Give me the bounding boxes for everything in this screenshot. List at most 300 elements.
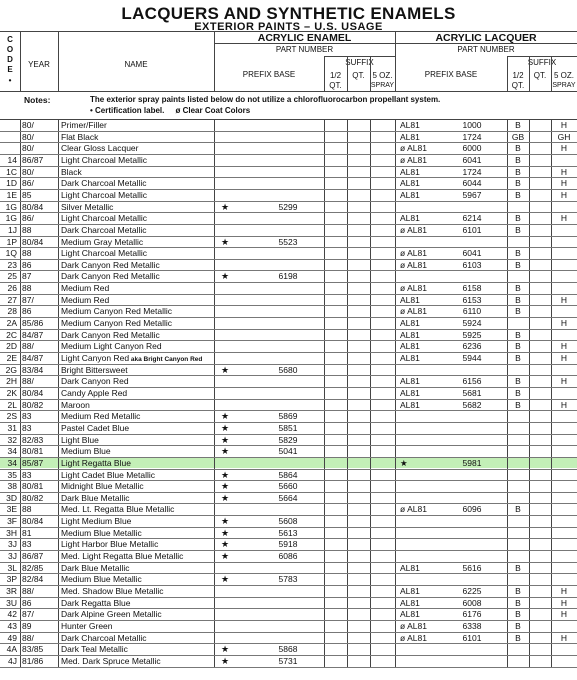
enamel-base-cell: 5851	[278, 422, 298, 433]
lacquer-base-cell: 6096	[462, 504, 482, 515]
enamel-certification-star: ★	[220, 574, 230, 585]
lacquer-half-qt-cell: B	[515, 259, 521, 270]
enamel-base-cell: 5523	[278, 236, 298, 247]
lacquer-prefix-cell: AL81	[400, 399, 420, 410]
name-cell: Dark Charcoal Metallic	[61, 178, 147, 189]
row-rule	[0, 329, 577, 330]
lacquer-prefix-cell: AL81	[400, 131, 420, 142]
code-cell: 3D	[6, 492, 17, 503]
name-cell: Maroon	[61, 399, 90, 410]
column-rule	[529, 56, 530, 91]
row-rule	[0, 643, 577, 644]
row-rule	[0, 236, 577, 237]
row-rule	[0, 527, 577, 528]
name-cell: Silver Metallic	[61, 201, 114, 212]
lacquer-half-qt-header: 1/2	[512, 71, 524, 80]
name-cell: Light Charcoal Metallic	[61, 189, 147, 200]
lacquer-half-qt-cell: B	[515, 399, 521, 410]
name-cell: Light Charcoal Metallic	[61, 154, 147, 165]
enamel-base-cell: 5783	[278, 574, 298, 585]
lacquer-base-cell: 5924	[462, 318, 482, 329]
year-cell: 82/83	[22, 434, 44, 445]
name-column-header: NAME	[124, 60, 148, 69]
lacquer-prefix-cell: ø AL81	[400, 620, 427, 631]
row-rule	[0, 457, 577, 458]
year-cell: 88/	[22, 632, 34, 643]
row-rule	[0, 177, 577, 178]
enamel-half-qt-header: 1/2	[329, 71, 342, 80]
lacquer-suffix-header: SUFFIX	[527, 58, 557, 67]
lacquer-half-qt-cell: B	[515, 213, 521, 224]
row-rule	[0, 445, 577, 446]
row-rule	[0, 515, 577, 516]
year-cell: 86/87	[22, 154, 44, 165]
lacquer-prefix-cell: ø AL81	[400, 504, 427, 515]
code-cell: 1J	[8, 224, 17, 235]
enamel-base-cell: 6086	[278, 551, 298, 562]
lacquer-base-cell: 6158	[462, 283, 482, 294]
lacquer-half-qt-cell: B	[515, 248, 521, 259]
year-cell: 83	[22, 539, 32, 550]
lacquer-base-cell: 6101	[462, 224, 482, 235]
lacquer-part-number-header: PART NUMBER	[457, 45, 515, 54]
enamel-base-cell: 5731	[278, 655, 298, 666]
lacquer-half-qt-cell: B	[515, 154, 521, 165]
year-cell: 85	[22, 189, 32, 200]
lacquer-spray-cell: H	[560, 143, 568, 154]
row-rule	[0, 142, 577, 143]
lacquer-prefix-cell: ø AL81	[400, 283, 427, 294]
year-cell: 88/	[22, 376, 34, 387]
row-rule	[0, 620, 577, 621]
lacquer-prefix-cell: AL81	[400, 166, 420, 177]
lacquer-base-cell: 6101	[462, 632, 482, 643]
lacquer-half-qt-cell: B	[515, 166, 521, 177]
row-rule	[0, 655, 577, 656]
lacquer-spray-cell: H	[560, 318, 568, 329]
row-rule	[0, 597, 577, 598]
enamel-spray-header: SPRAY	[370, 82, 395, 89]
row-rule	[0, 212, 577, 213]
lacquer-half-qt-cell: B	[515, 562, 521, 573]
column-rule	[395, 31, 396, 91]
lacquer-prefix-cell: ø AL81	[400, 224, 427, 235]
year-cell: 82/84	[22, 574, 44, 585]
column-rule	[507, 56, 508, 91]
year-cell: 89	[22, 620, 32, 631]
code-cell: 1D	[6, 178, 17, 189]
column-rule	[347, 56, 348, 91]
name-cell: Medium Blue Metallic	[61, 527, 142, 538]
code-cell: 3F	[7, 516, 17, 527]
code-cell: 28	[7, 306, 17, 317]
name-cell: Black	[61, 166, 82, 177]
lacquer-half-qt-cell: B	[515, 376, 521, 387]
year-cell: 83/84	[22, 364, 44, 375]
lacquer-base-cell: 5944	[462, 353, 482, 363]
name-cell: Primer/Filler	[61, 120, 107, 130]
lacquer-prefix-cell: AL81	[400, 189, 420, 200]
code-cell: 2D	[6, 341, 17, 352]
name-cell: Medium Blue Metallic	[61, 574, 142, 585]
code-header-letter: O	[6, 45, 14, 54]
code-cell: 31	[7, 422, 17, 433]
year-cell: 81	[22, 527, 32, 538]
code-cell: 38	[7, 481, 17, 492]
code-cell: 4J	[8, 655, 17, 666]
name-cell: Medium Red	[61, 294, 110, 305]
row-rule	[0, 305, 577, 306]
year-cell: 84/87	[22, 329, 44, 340]
name-cell: Light Regatta Blue	[61, 457, 131, 468]
lacquer-half-qt-cell: B	[515, 586, 521, 596]
year-cell: 87/	[22, 294, 34, 305]
code-cell: 3J	[8, 539, 17, 550]
code-cell: 14	[7, 154, 17, 165]
column-rule	[370, 56, 371, 91]
lacquer-prefix-cell: ø AL81	[400, 154, 427, 165]
name-cell: Dark Canyon Red	[61, 376, 129, 387]
code-cell: 1G	[5, 213, 17, 224]
row-rule	[0, 247, 577, 248]
row-rule	[0, 573, 577, 574]
code-cell: 3U	[6, 597, 17, 608]
lacquer-prefix-cell: AL81	[400, 341, 420, 352]
name-cell: Clear Gloss Lacquer	[61, 143, 139, 154]
row-rule	[0, 270, 577, 271]
lacquer-half-qt-cell: B	[515, 597, 521, 608]
code-cell: 3L	[7, 562, 17, 573]
lacquer-base-cell: 1724	[462, 166, 482, 177]
code-cell: 1E	[6, 189, 17, 200]
row-rule	[0, 480, 577, 481]
row-rule	[0, 201, 577, 202]
column-rule	[58, 31, 59, 91]
enamel-base-cell: 5864	[278, 469, 298, 480]
row-rule	[0, 224, 577, 225]
year-cell: 80/84	[22, 201, 44, 212]
lacquer-spray-header: 5 OZ.	[553, 71, 574, 80]
year-cell: 80/84	[22, 516, 44, 527]
row-rule	[0, 375, 577, 376]
code-header-letter: C	[7, 35, 13, 44]
row-rule	[0, 259, 577, 260]
name-cell: Bright Bittersweet	[61, 364, 128, 375]
name-cell: Dark Regatta Blue	[61, 597, 131, 608]
year-cell: 86/	[22, 213, 34, 224]
document-title: LACQUERS AND SYNTHETIC ENAMELS	[121, 4, 456, 23]
year-cell: 80/84	[22, 387, 44, 398]
year-cell: 80/82	[22, 492, 44, 503]
lacquer-spray-cell: H	[560, 632, 568, 643]
lacquer-prefix-cell: ø AL81	[400, 259, 427, 270]
code-cell: 2L	[7, 399, 17, 410]
year-cell: 83	[22, 411, 32, 422]
lacquer-prefix-cell: AL81	[400, 294, 420, 305]
lacquer-base-cell: 6044	[462, 178, 482, 189]
acrylic-enamel-header: ACRYLIC ENAMEL	[257, 32, 352, 44]
row-rule	[0, 434, 577, 435]
lacquer-spray-cell: H	[560, 341, 568, 352]
enamel-base-cell: 5041	[278, 446, 298, 457]
year-cell: 86	[22, 597, 32, 608]
column-rule	[214, 31, 215, 91]
name-cell: Midnight Blue Metallic	[61, 481, 144, 492]
code-cell: 27	[7, 294, 17, 305]
code-cell: 2S	[6, 411, 17, 422]
row-rule	[0, 166, 577, 167]
lacquer-prefix-base-header: PREFIX BASE	[424, 70, 478, 79]
paint-table	[0, 31, 577, 680]
name-cell: Dark Blue Metallic	[61, 492, 130, 503]
notes-legend: • Certification label. ø Clear Coat Colors	[90, 106, 251, 115]
lacquer-half-qt-cell: B	[515, 341, 521, 352]
lacquer-half-qt-cell: GB	[511, 131, 525, 142]
lacquer-prefix-cell: AL81	[400, 376, 420, 387]
lacquer-base-cell: 6236	[462, 341, 482, 352]
enamel-certification-star: ★	[220, 644, 230, 655]
code-header-letter: D	[7, 55, 13, 64]
enamel-certification-star: ★	[220, 469, 230, 480]
lacquer-prefix-cell: ★	[400, 457, 408, 468]
year-cell: 86	[22, 306, 32, 317]
year-cell: 80/	[22, 166, 34, 177]
lacquer-half-qt-cell: B	[515, 294, 521, 305]
lacquer-half-qt-cell: B	[515, 329, 521, 340]
row-rule	[0, 667, 577, 668]
lacquer-spray-cell: H	[560, 353, 568, 363]
lacquer-prefix-cell: AL81	[400, 597, 420, 608]
year-cell: 88	[22, 283, 32, 294]
code-cell: 35	[7, 469, 17, 480]
year-cell: 80/	[22, 120, 34, 130]
name-cell: Medium Red Metallic	[61, 411, 141, 422]
lacquer-base-cell: 6214	[462, 213, 482, 224]
lacquer-half-qt-cell: B	[515, 504, 521, 515]
enamel-certification-star: ★	[220, 411, 230, 422]
row-rule	[0, 562, 577, 563]
lacquer-half-qt-cell: B	[515, 353, 521, 363]
lacquer-prefix-cell: ø AL81	[400, 632, 427, 643]
column-rule	[551, 56, 552, 91]
code-cell: 3J	[8, 551, 17, 562]
lacquer-half-qt-cell: B	[515, 306, 521, 317]
lacquer-half-qt-cell: B	[515, 387, 521, 398]
row-rule	[0, 585, 577, 586]
lacquer-spray-cell: GH	[557, 131, 571, 142]
enamel-certification-star: ★	[220, 539, 230, 550]
enamel-certification-star: ★	[220, 446, 230, 457]
lacquer-base-cell: 6176	[462, 609, 482, 620]
code-cell: 3P	[6, 574, 17, 585]
lacquer-prefix-cell: AL81	[400, 178, 420, 189]
name-cell: Med. Lt. Regatta Blue Metallic	[61, 504, 175, 515]
code-cell: 1Q	[5, 248, 17, 259]
enamel-spray-header: 5 OZ.	[372, 71, 393, 80]
name-cell: Medium Red	[61, 283, 110, 294]
code-cell: 2G	[5, 364, 17, 375]
lacquer-prefix-cell: AL81	[400, 120, 420, 130]
enamel-base-cell: 5613	[278, 527, 298, 538]
enamel-base-cell: 6198	[278, 271, 298, 282]
name-cell: Medium Canyon Red Metallic	[61, 318, 173, 329]
year-cell: 83/85	[22, 644, 44, 655]
lacquer-spray-cell: H	[560, 166, 568, 177]
name-cell: Flat Black	[61, 131, 99, 142]
enamel-base-cell: 5868	[278, 644, 298, 655]
name-cell: Light Blue	[61, 434, 99, 445]
enamel-certification-star: ★	[220, 201, 230, 212]
lacquer-half-qt-cell: B	[515, 143, 521, 154]
code-cell: 34	[7, 446, 17, 457]
name-cell: Light Harbor Blue Metallic	[61, 539, 159, 550]
row-rule	[0, 492, 577, 493]
notes-text: The exterior spray paints listed below do not utilize a chlorofluorocarbon propellant system.	[90, 95, 441, 104]
year-cell: 80/	[22, 131, 34, 142]
enamel-certification-star: ★	[220, 434, 230, 445]
year-cell: 85/87	[22, 457, 44, 468]
name-cell: Dark Charcoal Metallic	[61, 632, 147, 643]
lacquer-prefix-cell: AL81	[400, 213, 420, 224]
lacquer-base-cell: 6041	[462, 154, 482, 165]
code-cell: 4A	[6, 644, 17, 655]
year-cell: 80/81	[22, 446, 44, 457]
enamel-base-cell: 5664	[278, 492, 298, 503]
enamel-certification-star: ★	[220, 271, 230, 282]
enamel-half-qt-header: QT.	[329, 81, 342, 90]
code-cell: 3R	[6, 586, 17, 596]
row-rule	[0, 608, 577, 609]
code-cell: 2E	[6, 353, 17, 363]
enamel-certification-star: ★	[220, 236, 230, 247]
code-cell: 49	[7, 632, 17, 643]
enamel-certification-star: ★	[220, 422, 230, 433]
lacquer-base-cell: 6103	[462, 259, 482, 270]
code-cell: 34	[7, 457, 17, 468]
lacquer-base-cell: 6225	[462, 586, 482, 596]
code-cell: 2A	[6, 318, 17, 329]
lacquer-prefix-cell: AL81	[400, 562, 420, 573]
enamel-certification-star: ★	[220, 364, 230, 375]
code-cell: 32	[7, 434, 17, 445]
lacquer-spray-cell: H	[560, 178, 568, 189]
row-rule	[0, 154, 577, 155]
lacquer-half-qt-cell: B	[515, 178, 521, 189]
name-cell: Dark Blue Metallic	[61, 562, 130, 573]
year-cell: 88/	[22, 341, 34, 352]
enamel-certification-star: ★	[220, 516, 230, 527]
name-cell: Medium Gray Metallic	[61, 236, 144, 247]
lacquer-prefix-cell: ø AL81	[400, 143, 427, 154]
row-rule	[0, 189, 577, 190]
name-cell: Dark Canyon Red Metallic	[61, 259, 160, 270]
year-column-header: YEAR	[28, 60, 50, 69]
name-cell: Medium Blue	[61, 446, 111, 457]
lacquer-base-cell: 5682	[462, 399, 482, 410]
enamel-qt-header: QT.	[352, 71, 365, 80]
enamel-certification-star: ★	[220, 492, 230, 503]
code-header-letter: E	[7, 65, 13, 74]
enamel-base-cell: 5299	[278, 201, 298, 212]
code-cell: 23	[7, 259, 17, 270]
code-cell: 43	[7, 620, 17, 631]
year-cell: 80/84	[22, 236, 44, 247]
enamel-certification-star: ★	[220, 527, 230, 538]
lacquer-prefix-cell: AL81	[400, 329, 420, 340]
enamel-base-cell: 5660	[278, 481, 298, 492]
enamel-base-cell: 5869	[278, 411, 298, 422]
lacquer-base-cell: 5967	[462, 189, 482, 200]
code-cell: 26	[7, 283, 17, 294]
row-rule	[0, 131, 577, 132]
year-cell: 80/82	[22, 399, 44, 410]
enamel-certification-star: ★	[220, 481, 230, 492]
lacquer-spray-cell: H	[560, 609, 568, 620]
year-cell: 80/81	[22, 481, 44, 492]
lacquer-half-qt-cell: B	[515, 283, 521, 294]
year-cell: 88	[22, 504, 32, 515]
header-bottom-rule	[0, 91, 577, 92]
code-cell: 3E	[6, 504, 17, 515]
name-cell: Pastel Cadet Blue	[61, 422, 130, 433]
document-subtitle: EXTERIOR PAINTS – U.S. USAGE	[194, 21, 383, 33]
enamel-base-cell: 5918	[278, 539, 298, 550]
lacquer-prefix-cell: AL81	[400, 609, 420, 620]
name-cell: Dark Alpine Green Metallic	[61, 609, 162, 620]
row-rule	[0, 632, 577, 633]
code-cell: 2H	[6, 376, 17, 387]
name-cell: Med. Dark Spruce Metallic	[61, 655, 161, 666]
lacquer-base-cell: 5981	[462, 457, 482, 468]
year-cell: 80/	[22, 143, 34, 154]
column-rule	[324, 56, 325, 91]
name-cell: Candy Apple Red	[61, 387, 128, 398]
lacquer-spray-cell: H	[560, 189, 568, 200]
lacquer-prefix-cell: AL81	[400, 387, 420, 398]
lacquer-base-cell: 6110	[462, 306, 482, 317]
year-cell: 83	[22, 469, 32, 480]
code-cell: 3H	[6, 527, 17, 538]
lacquer-prefix-cell: ø AL81	[400, 248, 427, 259]
row-rule	[0, 317, 577, 318]
row-rule	[0, 538, 577, 539]
lacquer-half-qt-cell: B	[515, 189, 521, 200]
enamel-prefix-base-header: PREFIX BASE	[242, 70, 296, 79]
year-cell: 88	[22, 224, 32, 235]
lacquer-half-qt-cell: B	[515, 224, 521, 235]
name-cell: Light Canyon Red aka Bright Canyon Red	[61, 353, 203, 363]
name-cell: Dark Teal Metallic	[61, 644, 128, 655]
lacquer-half-qt-cell: B	[515, 120, 521, 130]
name-cell: Med. Light Regatta Blue Metallic	[61, 551, 184, 562]
lacquer-prefix-cell: AL81	[400, 586, 420, 596]
lacquer-half-qt-cell: B	[515, 632, 521, 643]
year-cell: 81/86	[22, 655, 44, 666]
lacquer-spray-cell: H	[560, 213, 568, 224]
lacquer-spray-cell: H	[560, 399, 568, 410]
year-cell: 88	[22, 248, 32, 259]
lacquer-prefix-cell: AL81	[400, 318, 420, 329]
row-rule	[0, 399, 577, 400]
lacquer-base-cell: 6156	[462, 376, 482, 387]
lacquer-base-cell: 6153	[462, 294, 482, 305]
lacquer-base-cell: 1000	[462, 120, 482, 130]
name-cell: Light Charcoal Metallic	[61, 248, 147, 259]
notes-label: Notes:	[24, 95, 51, 105]
lacquer-spray-cell: H	[560, 294, 568, 305]
column-rule	[20, 31, 21, 91]
row-rule	[0, 282, 577, 283]
